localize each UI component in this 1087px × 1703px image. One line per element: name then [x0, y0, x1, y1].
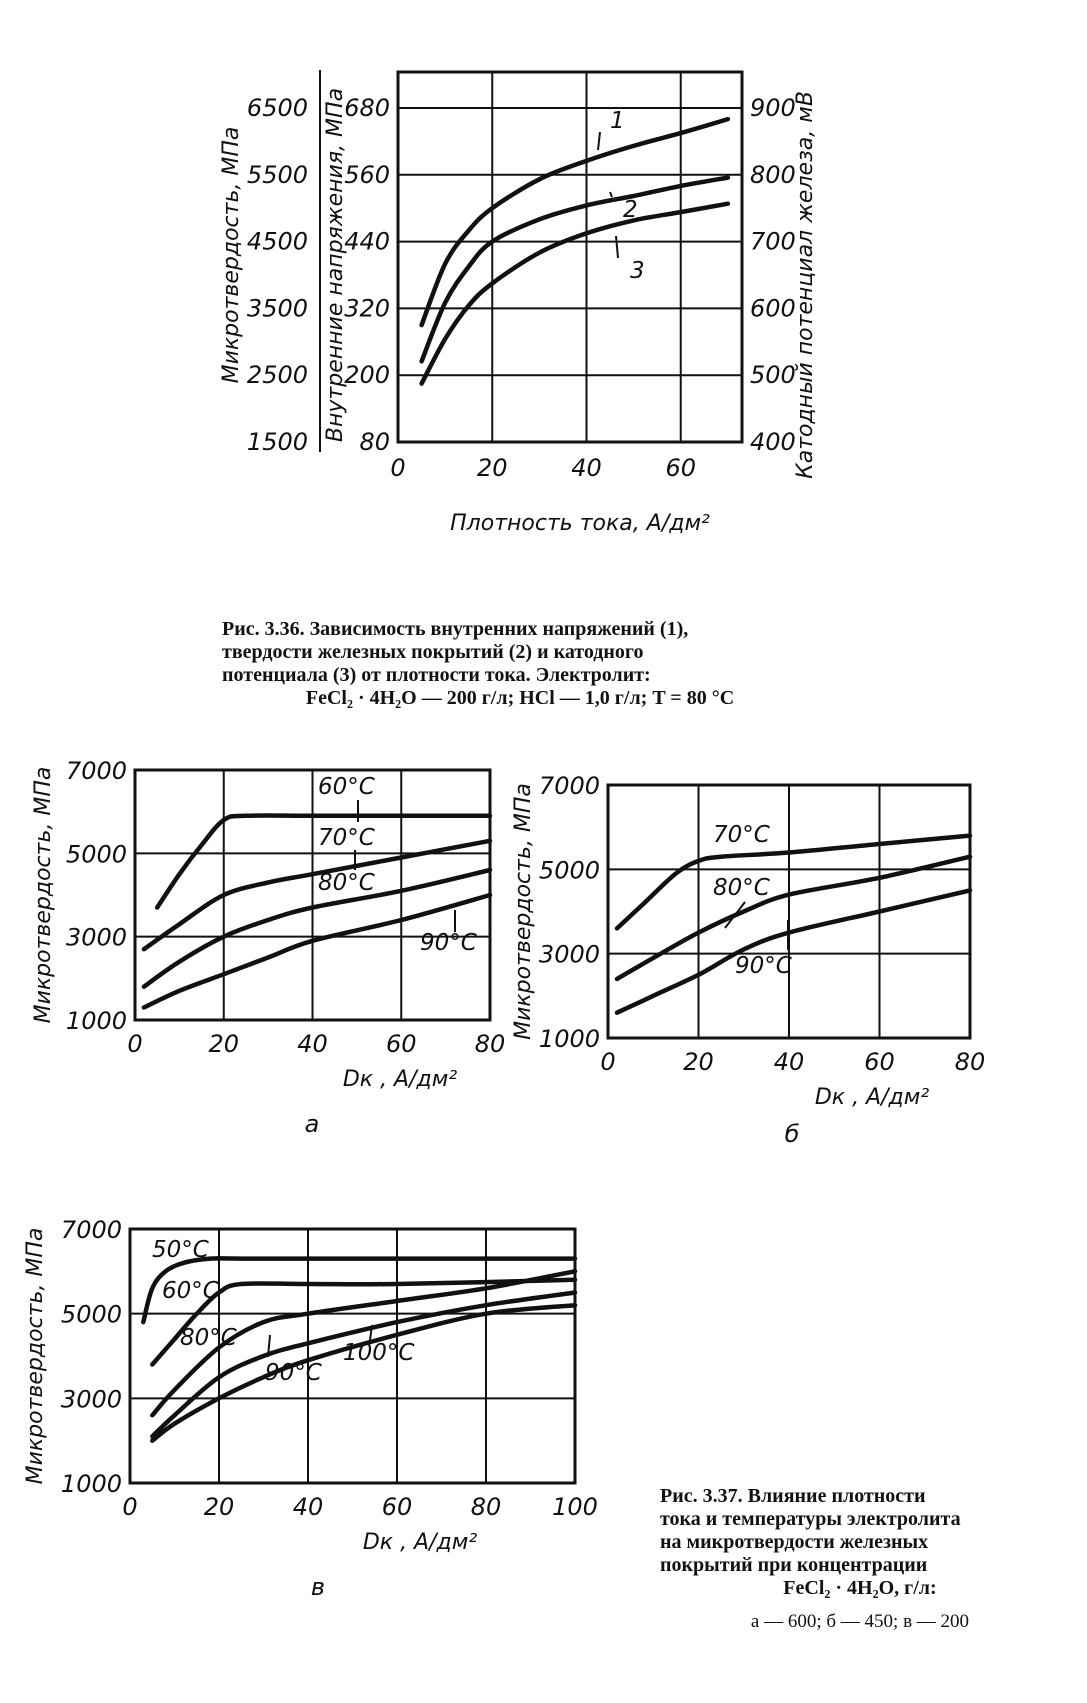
- curve-leader: [616, 236, 618, 258]
- y-tick-label: 7000: [538, 772, 600, 800]
- y-tick-label-stress: 680: [344, 94, 390, 122]
- y-tick-label-hardness: 2500: [246, 361, 308, 390]
- x-tick-label: 20: [203, 1493, 235, 1521]
- y-tick-label-stress: 320: [344, 294, 390, 323]
- y-tick-label-hardness: 6500: [246, 94, 308, 122]
- y-right-tick-label: 900: [750, 94, 796, 122]
- y-tick-label: 3000: [65, 923, 127, 952]
- x-tick-label: 0: [122, 1493, 138, 1521]
- x-axis-label: Dк , А/дм²: [342, 1067, 458, 1092]
- y-axis-label-hardness: Микротвердость, МПа: [219, 126, 244, 384]
- curve-leader: [725, 902, 745, 928]
- curve-leader: [598, 132, 600, 150]
- caption-fig336-line: потенциала (3) от плотности тока. Электролит:: [222, 664, 651, 686]
- y-axis-label: Микротвердость, МПа: [511, 783, 536, 1040]
- caption-fig337-values: а — 600; б — 450; в — 200: [750, 1611, 970, 1632]
- y-tick-label: 5000: [538, 856, 600, 885]
- x-tick-label: 40: [773, 1048, 805, 1076]
- x-tick-label: 80: [954, 1048, 986, 1076]
- caption-fig336-line: Рис. 3.36. Зависимость внутренних напряжений (1),: [222, 618, 689, 640]
- y-tick-label-stress: 440: [344, 227, 390, 256]
- x-tick-label: 40: [292, 1493, 324, 1521]
- y-right-tick-label: 400: [750, 428, 796, 456]
- y-tick-label: 1000: [60, 1470, 122, 1498]
- curve-label: 70°С: [713, 822, 770, 848]
- curve-2: [422, 178, 728, 362]
- y-tick-label: 7000: [65, 757, 127, 785]
- x-tick-label: 60: [864, 1048, 895, 1076]
- caption-fig337-line: тока и температуры электролита: [660, 1508, 961, 1530]
- curve-label: 90°С: [735, 953, 792, 979]
- curve-80c: [617, 857, 970, 979]
- x-axis-label: Dк , А/дм²: [362, 1530, 478, 1555]
- x-tick-label: 80: [470, 1493, 502, 1521]
- y-right-tick-label: 800: [750, 160, 796, 189]
- x-tick-label: 60: [665, 454, 697, 482]
- y-axis-label-stress: Внутренние напряжения, МПа: [323, 87, 348, 443]
- y-tick-label: 1000: [538, 1025, 600, 1053]
- x-tick-label: 60: [381, 1493, 413, 1521]
- x-tick-label: 0: [127, 1030, 143, 1058]
- caption-fig337-line: на микротвердости железных: [660, 1531, 929, 1553]
- x-tick-label: 20: [208, 1030, 240, 1058]
- y-tick-label-hardness: 3500: [246, 294, 308, 323]
- y-tick-label-hardness: 4500: [246, 227, 308, 256]
- curve-label: 90°С: [420, 930, 477, 956]
- curve-label: 70°С: [318, 825, 375, 851]
- curve-label: 60°С: [318, 774, 375, 800]
- curve-90c: [617, 890, 970, 1012]
- curve-1: [422, 119, 728, 325]
- panel-label: б: [784, 1120, 800, 1148]
- caption-fig337: [660, 1485, 1060, 1633]
- caption-fig337-line: покрытий при концентрации: [660, 1554, 928, 1576]
- y-tick-label-stress: 80: [359, 428, 390, 456]
- y-right-tick-label: 700: [750, 227, 796, 256]
- caption-fig336-formula: FeCl₂ · 4H₂O — 200 г/л; HCl — 1,0 г/л; T = 80 °C: [305, 687, 735, 709]
- curve-70c: [617, 836, 970, 929]
- curve-label: 2: [623, 197, 638, 223]
- y-axis-label: Микротвердость, МПа: [23, 1227, 48, 1485]
- x-tick-label: 80: [474, 1030, 506, 1058]
- curve-leader: [610, 192, 612, 197]
- curve-label: 1: [610, 108, 625, 134]
- curve-label: 50°С: [152, 1237, 209, 1263]
- x-tick-label: 40: [571, 454, 602, 482]
- y-axis-label: Микротвердость, МПа: [31, 766, 56, 1024]
- curve-label: 80°С: [180, 1325, 237, 1351]
- curve-80c: [144, 870, 490, 987]
- y-tick-label: 5000: [60, 1300, 122, 1329]
- panel-label: а: [304, 1110, 320, 1138]
- x-axis-label: Плотность тока, А/дм²: [450, 511, 710, 536]
- x-tick-label: 20: [476, 454, 508, 482]
- y-tick-label-stress: 560: [344, 160, 390, 189]
- x-tick-label: 100: [552, 1493, 598, 1521]
- x-axis-label: Dк , А/дм²: [814, 1085, 930, 1110]
- panel-label: в: [310, 1573, 326, 1601]
- y-right-axis-label: Катодный потенциал железа, мВ: [793, 91, 818, 479]
- y-tick-label: 3000: [60, 1385, 122, 1414]
- curve-label: 80°С: [713, 875, 770, 901]
- y-tick-label: 1000: [65, 1007, 127, 1035]
- caption-fig337-formula: FeCl₂ · 4H₂O, г/л:: [783, 1577, 937, 1599]
- curve-label: 100°С: [343, 1340, 415, 1366]
- caption-fig336-line: твердости железных покрытий (2) и катодного: [222, 641, 644, 663]
- x-tick-label: 0: [600, 1048, 616, 1076]
- y-tick-label: 3000: [538, 940, 600, 969]
- y-tick-label-stress: 200: [344, 361, 390, 390]
- x-tick-label: 60: [385, 1030, 417, 1058]
- caption-fig337-line: Рис. 3.37. Влияние плотности: [660, 1485, 926, 1507]
- curve-label: 3: [630, 258, 645, 284]
- curve-label: 60°С: [162, 1278, 219, 1304]
- y-tick-label-hardness: 1500: [246, 428, 308, 456]
- y-tick-label: 5000: [65, 840, 127, 869]
- caption-fig336: [222, 618, 818, 710]
- x-tick-label: 0: [390, 454, 406, 482]
- x-tick-label: 20: [683, 1048, 714, 1076]
- y-right-tick-label: 600: [750, 294, 796, 323]
- figure-336-chart: [0, 0, 1087, 600]
- figure-337a-chart: [0, 757, 560, 1190]
- y-right-tick-label: 500: [750, 361, 796, 390]
- figure-337c-chart: [0, 1216, 640, 1665]
- y-tick-label: 7000: [60, 1216, 122, 1244]
- curve-label: 80°С: [318, 870, 375, 896]
- curve-label: 90°С: [265, 1360, 322, 1386]
- figure-337b-chart: [511, 770, 1087, 1190]
- y-tick-label-hardness: 5500: [246, 160, 308, 189]
- x-tick-label: 40: [297, 1030, 328, 1058]
